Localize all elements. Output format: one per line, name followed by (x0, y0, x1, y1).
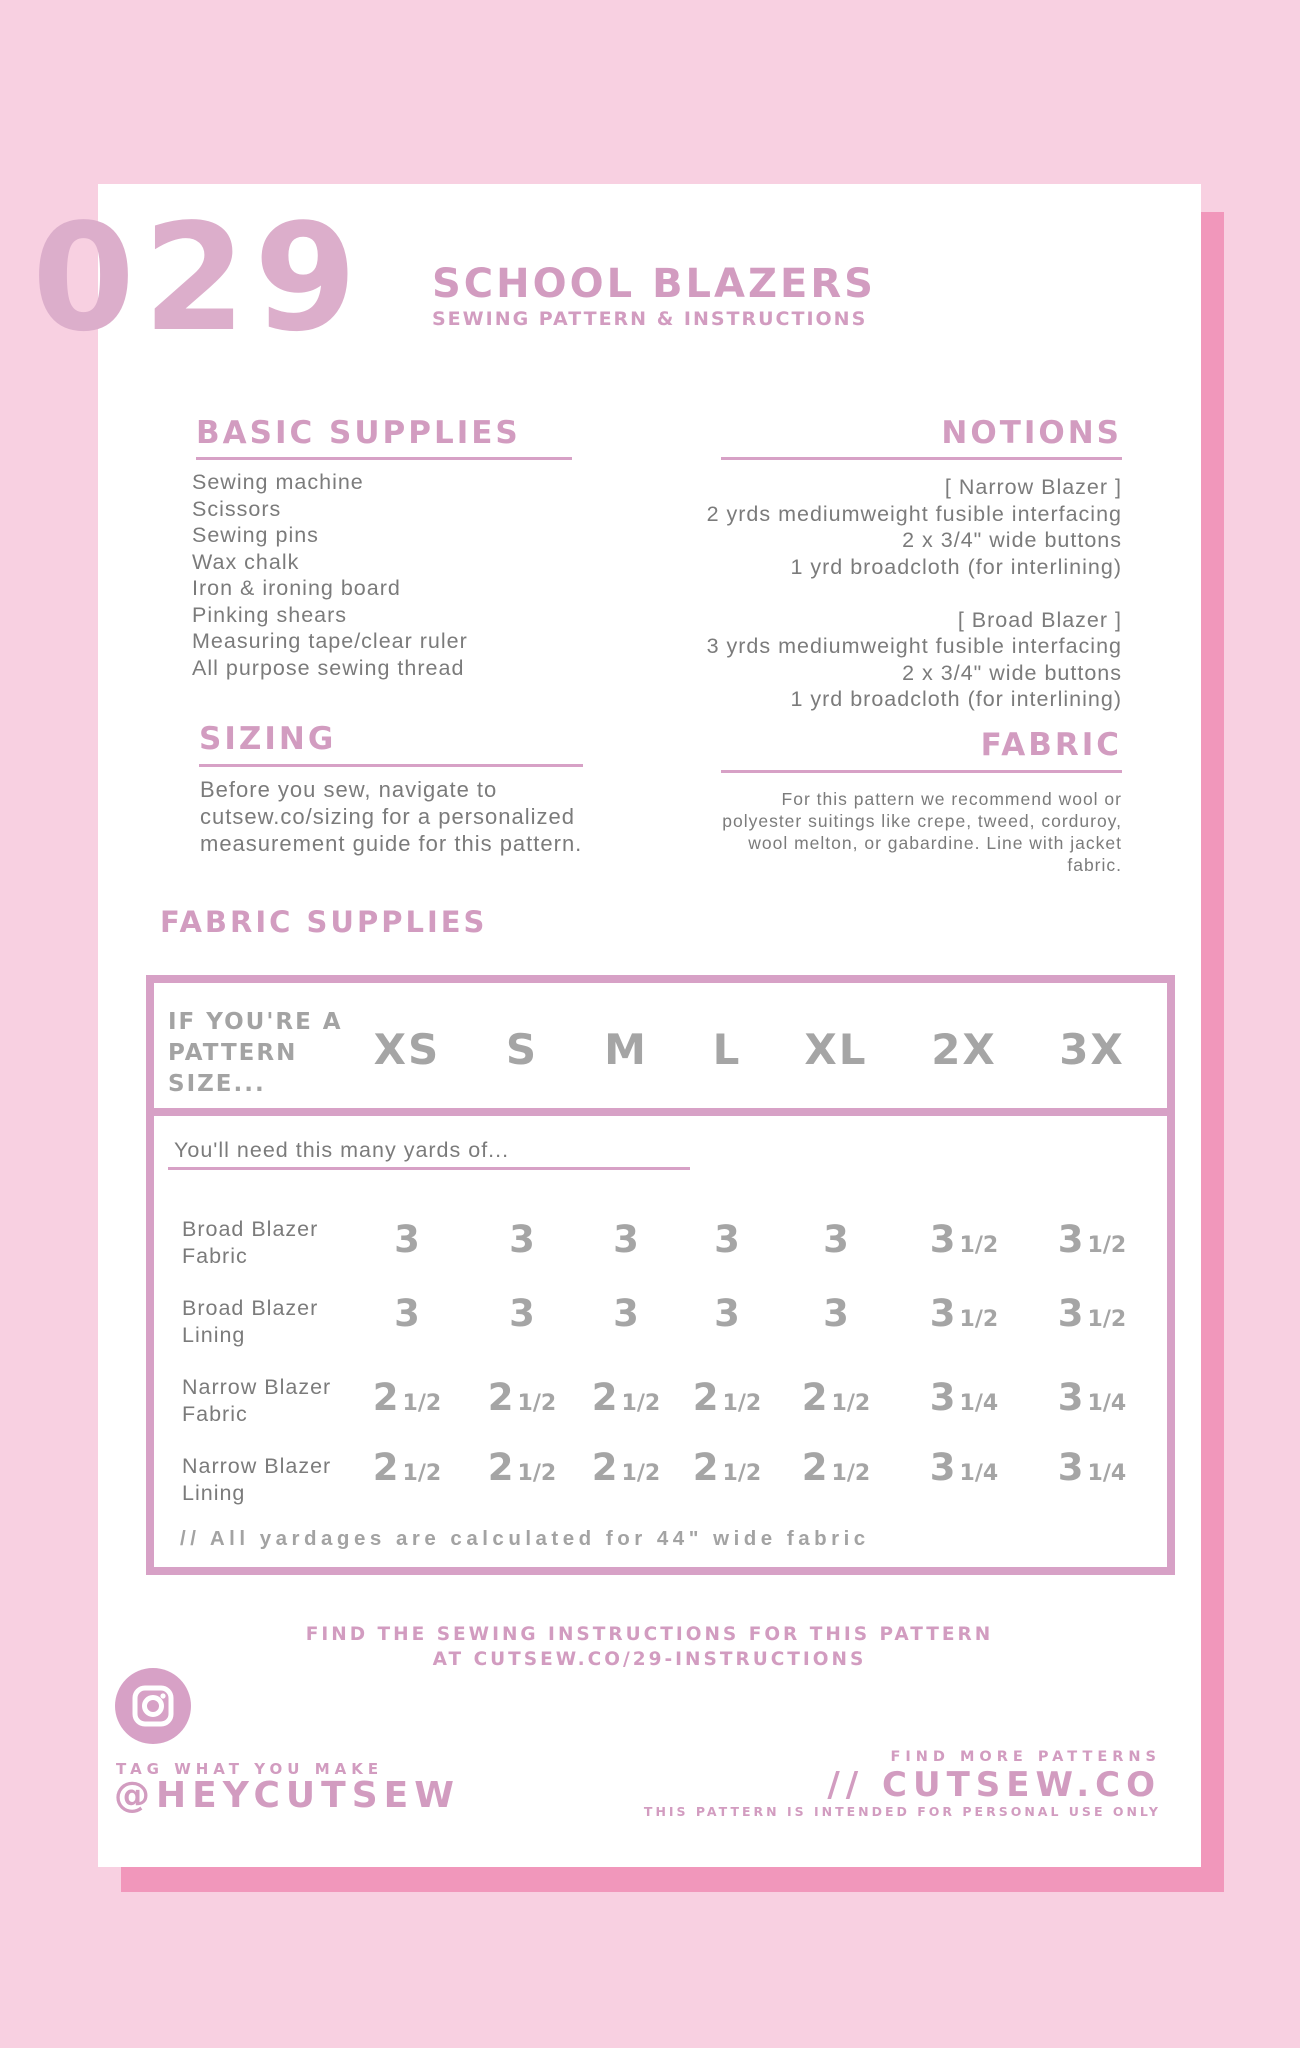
yardage-whole: 3 (509, 1292, 535, 1335)
row-label-broad-lining: Broad Blazer Lining (182, 1296, 319, 1347)
yardage-fraction: 1/2 (517, 1391, 557, 1416)
basic-supplies-rule (196, 457, 572, 460)
yardage-whole: 3 (1057, 1376, 1084, 1419)
yardage-whole: 2 (692, 1376, 719, 1419)
yardage-whole: 2 (801, 1446, 828, 1489)
yardage-cell (487, 1376, 557, 1419)
yardage-fraction: 1/2 (402, 1461, 442, 1486)
yardage-fraction: 1/2 (722, 1391, 762, 1416)
list-item: Measuring tape/clear ruler (192, 629, 468, 653)
yardage-cell (394, 1292, 420, 1335)
yardage-cell (1057, 1218, 1127, 1261)
page-subtitle: SEWING PATTERN & INSTRUCTIONS (432, 308, 868, 330)
notions-broad-title: [ Broad Blazer ] (957, 607, 1122, 632)
yardage-fraction: 1/4 (1087, 1391, 1127, 1416)
yardage-whole: 3 (509, 1218, 535, 1261)
list-item: Wax chalk (192, 549, 300, 574)
notions-narrow-title: [ Narrow Blazer ] (944, 475, 1122, 499)
yardage-whole: 2 (372, 1376, 399, 1419)
size-s: S (505, 1025, 539, 1074)
fabric-heading: FABRIC (980, 727, 1122, 763)
list-item: 2 x 3/4" wide buttons (902, 528, 1122, 552)
yardage-whole: 2 (801, 1376, 828, 1419)
yardage-cell (394, 1218, 420, 1261)
yardage-cell (801, 1446, 871, 1489)
yardage-cell (591, 1376, 661, 1419)
yardage-cell (613, 1218, 639, 1261)
row-label-broad-fabric: Broad Blazer Fabric (182, 1217, 319, 1268)
yardage-whole: 2 (692, 1446, 719, 1489)
size-xl: XL (804, 1025, 868, 1074)
yardage-whole: 3 (929, 1446, 956, 1489)
pattern-number: 029 (32, 192, 365, 364)
need-label: You'll need this many yards of... (174, 1138, 510, 1162)
yardage-cell (714, 1218, 740, 1261)
yardage-whole: 3 (823, 1292, 849, 1335)
list-item: 3 yrds mediumweight fusible interfacing (706, 634, 1122, 658)
list-item: Sewing pins (192, 523, 319, 547)
yardage-fraction: 1/2 (831, 1391, 871, 1416)
yardage-fraction: 1/2 (621, 1391, 661, 1416)
yardage-cell (823, 1292, 849, 1335)
yardage-whole: 3 (1057, 1292, 1084, 1335)
list-item: 1 yrd broadcloth (for interlining) (790, 687, 1122, 711)
yardage-cell (509, 1218, 535, 1261)
instructions-line-1: FIND THE SEWING INSTRUCTIONS FOR THIS PATTERN (305, 1624, 994, 1645)
yardage-whole: 3 (929, 1376, 956, 1419)
yardage-whole: 3 (613, 1292, 639, 1335)
yardage-fraction: 1/2 (402, 1391, 442, 1416)
personal-use-note: THIS PATTERN IS INTENDED FOR PERSONAL USE ONLY (643, 1804, 1161, 1819)
fabric-rule (721, 770, 1122, 773)
size-m: M (604, 1025, 648, 1074)
fabric-supplies-table (146, 975, 1175, 1575)
yardage-whole: 3 (714, 1218, 740, 1261)
basic-supplies-list (192, 469, 468, 681)
row-label-narrow-fabric: Narrow Blazer Fabric (182, 1375, 332, 1426)
yardage-whole: 3 (394, 1292, 420, 1335)
yardage-whole: 3 (714, 1292, 740, 1335)
list-item: Scissors (192, 496, 282, 521)
pattern-card (32, 184, 1201, 1867)
yardage-cell (1057, 1446, 1127, 1489)
instructions-link-text (98, 1622, 1201, 1672)
yardage-whole: 3 (613, 1218, 639, 1261)
yardage-whole: 2 (591, 1446, 618, 1489)
yardage-cell (823, 1218, 849, 1261)
yardage-cell (509, 1292, 535, 1335)
instructions-line-2: AT CUTSEW.CO/29-INSTRUCTIONS (432, 1649, 867, 1670)
row-label-narrow-lining: Narrow Blazer Lining (182, 1454, 332, 1505)
list-item: Pinking shears (192, 602, 348, 627)
instagram-icon[interactable] (115, 1668, 191, 1744)
notions-heading: NOTIONS (941, 415, 1122, 451)
yardage-cell (1057, 1376, 1127, 1419)
list-item: Iron & ironing board (192, 576, 401, 600)
yardage-whole: 2 (591, 1376, 618, 1419)
yardage-fraction: 1/2 (831, 1461, 871, 1486)
yardage-fraction: 1/2 (959, 1233, 999, 1258)
fabric-supplies-heading: FABRIC SUPPLIES (160, 905, 488, 939)
yardage-cell (591, 1446, 661, 1489)
yardage-cell (613, 1292, 639, 1335)
size-l: L (712, 1025, 742, 1074)
yardage-whole: 3 (929, 1292, 956, 1335)
yardage-cell (801, 1376, 871, 1419)
yardage-whole: 3 (1057, 1218, 1084, 1261)
list-item: 2 x 3/4" wide buttons (902, 660, 1122, 685)
yardage-whole: 3 (394, 1218, 420, 1261)
sizing-heading: SIZING (199, 721, 337, 757)
list-item: 1 yrd broadcloth (for interlining) (790, 554, 1122, 579)
yardage-cell (929, 1292, 999, 1335)
yardage-cell (929, 1218, 999, 1261)
yardage-cell (487, 1446, 557, 1489)
page-title: SCHOOL BLAZERS (432, 261, 876, 307)
yardage-fraction: 1/2 (621, 1461, 661, 1486)
yardage-fraction: 1/2 (1087, 1307, 1127, 1332)
site-link[interactable]: // CUTSEW.CO (827, 1765, 1161, 1805)
yardage-fraction: 1/2 (517, 1461, 557, 1486)
table-divider (154, 1108, 1167, 1116)
list-item: 2 yrds mediumweight fusible interfacing (706, 501, 1122, 526)
notions-rule (721, 457, 1122, 460)
yardage-whole: 3 (823, 1218, 849, 1261)
list-item: Sewing machine (192, 470, 364, 494)
sizing-text: Before you sew, navigate to cutsew.co/sizing for a personalized measurement guide for this pattern. (200, 777, 583, 856)
yardage-fraction: 1/2 (722, 1461, 762, 1486)
size-xs: XS (373, 1025, 441, 1074)
yardage-cell (692, 1446, 762, 1489)
yardage-cell (929, 1446, 999, 1489)
need-rule (168, 1167, 690, 1170)
size-3x: 3X (1059, 1025, 1125, 1074)
yardage-whole: 3 (929, 1218, 956, 1261)
sizing-rule (199, 764, 583, 767)
yardage-whole: 2 (487, 1446, 514, 1489)
yardage-whole: 2 (487, 1376, 514, 1419)
find-more-label: FIND MORE PATTERNS (890, 1749, 1161, 1765)
yardage-cell (692, 1376, 762, 1419)
fabric-text: For this pattern we recommend wool or polyester suitings like crepe, tweed, corduroy, wool melton, or gabardine. Line with jacket fabric. (722, 789, 1122, 875)
yardage-whole: 2 (372, 1446, 399, 1489)
footnote: // All yardages are calculated for 44" wide fabric (180, 1527, 870, 1550)
yardage-fraction: 1/4 (959, 1461, 999, 1486)
yardage-whole: 3 (1057, 1446, 1084, 1489)
yardage-cell (714, 1292, 740, 1335)
yardage-fraction: 1/4 (959, 1391, 999, 1416)
size-header-label: IF YOU'RE A PATTERN SIZE... (168, 1009, 343, 1097)
yardage-fraction: 1/2 (1087, 1233, 1127, 1258)
list-item: All purpose sewing thread (192, 655, 465, 680)
instagram-handle[interactable]: @HEYCUTSEW (114, 1775, 460, 1816)
yardage-fraction: 1/2 (959, 1307, 999, 1332)
yardage-cell (372, 1446, 442, 1489)
yardage-cell (929, 1376, 999, 1419)
yardage-fraction: 1/4 (1087, 1461, 1127, 1486)
tag-label: TAG WHAT YOU MAKE (116, 1760, 384, 1778)
yardage-cell (372, 1376, 442, 1419)
yardage-cell (1057, 1292, 1127, 1335)
basic-supplies-heading: BASIC SUPPLIES (196, 415, 521, 451)
find-more-block (644, 1749, 1161, 1819)
notions-list (707, 474, 1122, 713)
size-2x: 2X (931, 1025, 997, 1074)
